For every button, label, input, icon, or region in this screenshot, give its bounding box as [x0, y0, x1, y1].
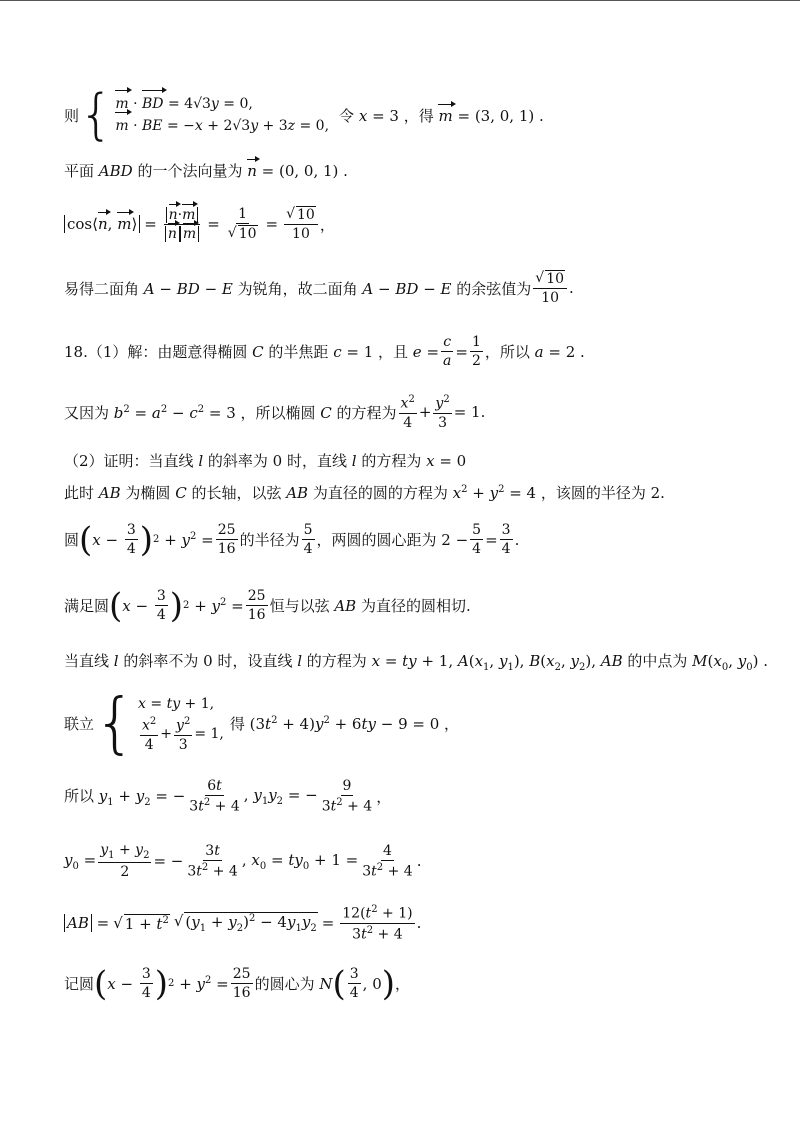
circle-radius-line: 圆 ( x − $\frac{3}{4}$ ) 2 + $y^2$ = $\frac{25}{16}$ 的半径为 $\frac{5}{4}$ ，两圆的圆心距为 2 − $\frac{5}{4}$ = $\frac{3}{4}$ .: [64, 519, 520, 560]
circle-center-line: 记圆 ( x − $\frac{3}{4}$ ) 2 + $y^2$ = $\frac{25}{16}$ 的圆心为 N ( $\frac{3}{4}$ , 0 ) ，: [64, 963, 411, 1004]
left-brace: {: [79, 83, 114, 146]
system-row-2: m · BE = −x + 2√3y + 3z = 0,: [115, 115, 329, 137]
tangent-circle-line: 满足圆 ( x − $\frac{3}{4}$ ) 2 + $y^2$ = $\frac{25}{16}$ 恒与以弦 AB 为直径的圆相切.: [64, 585, 471, 626]
dihedral-angle-line: 易得二面角 A − BD − E 为锐角，故二面角 A − BD − E 的余弦值为 √ 10 10 .: [64, 270, 574, 307]
problem-18-part-1: 18.（1）解：由题意得椭圆 C 的半焦距 c = 1 ，且 e = $\frac{c}{a}$ = $\frac{1}{2}$ ，所以 a = 2 .: [64, 334, 585, 370]
normal-vector-line: 平面 ABD 的一个法向量为 n = (0, 0, 1) .: [64, 162, 348, 180]
major-axis-line: 此时 AB 为椭圆 C 的长轴，以弦 AB 为直径的圆的方程为 $x^2 + y^2 = 4$ ，该圆的半径为 2.: [64, 484, 665, 502]
midpoint-line: $y_0$ = $\frac{y_1 + y_2}{2}$ = − $\frac{3t}{3t^2 + 4}$ , $x_0 = ty_0 + 1$ = $\frac{4}{3t^2 + 4}$ .: [64, 842, 422, 881]
line-setup: 当直线 l 的斜率不为 0 时，设直线 l 的方程为 x = ty + 1, $A(x_1$, $y_1$), $B(x_2$, $y_2$), AB 的中点为 $M(x_0$, $y_0$) .: [64, 652, 768, 673]
cosine-line: cos⟨n, m⟩ = $\frac{n\cdot m}{\text{n m}}$ = 1 √ 10 = √ 10 10 ，: [64, 206, 335, 242]
system-result: 令 x = 3 ，得 m = (3, 0, 1) .: [339, 106, 544, 125]
system-row-1: m · BD = 4√3y = 0,: [115, 93, 329, 115]
text-then: 则: [64, 106, 80, 125]
system-rows: [115, 93, 329, 138]
chord-length-line: AB = √ $1 + t^2$ √ $(y_1 + y_2)^2 - 4y_1y_2$ = $\frac{12(t^2 + 1)}{3t^2 + 4}$ .: [64, 904, 421, 943]
ellipse-equation-line: 又因为 $b^2 = a^2 - c^2 = 3$ ，所以椭圆 C 的方程为 $\frac{x^2}{4}$ + $\frac{y^2}{3}$ = 1.: [64, 394, 486, 431]
equation-system-2: 联立 { x = ty + 1, $\frac{x^2}{4}$ + $\frac{y^2}{3}$ = 1, 得 $(3t^2 + 4)y^2 + 6ty - 9 = 0$ ，: [64, 684, 460, 761]
vieta-line: 所以 $y_1 + y_2$ = − $\frac{6t}{3t^2 + 4}$ , $y_1y_2$ = − $\frac{9}{3t^2 + 4}$ ，: [64, 778, 392, 815]
equation-system-1: [64, 83, 544, 146]
page-top-border: [0, 0, 800, 1]
part-2-start: （2）证明：当直线 l 的斜率为 0 时，直线 l 的方程为 x = 0: [64, 452, 467, 470]
